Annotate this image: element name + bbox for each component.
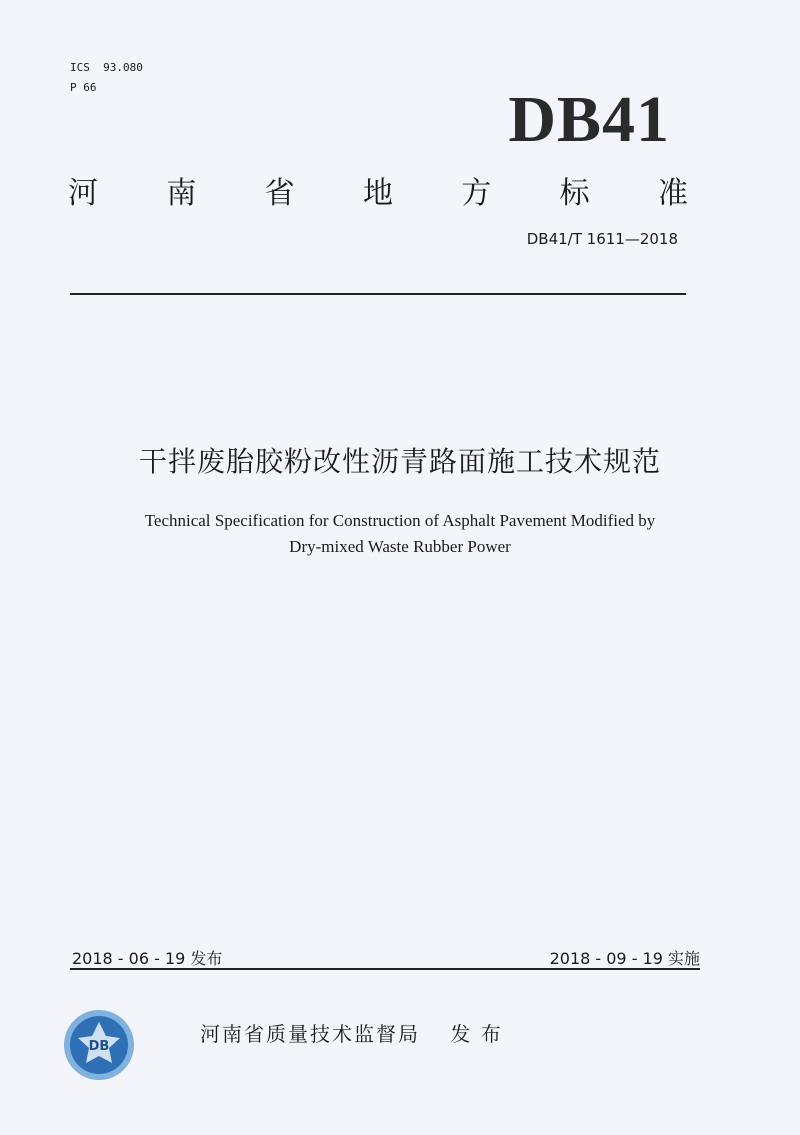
category-char: 准	[657, 176, 688, 211]
db41-logo: DB41	[508, 83, 670, 156]
category-char: 省	[264, 176, 295, 211]
document-title-en	[0, 508, 800, 560]
category-char: 地	[362, 176, 393, 211]
document-title-zh: 干拌废胎胶粉改性沥青路面施工技术规范	[138, 445, 661, 478]
category-char: 方	[461, 176, 492, 211]
dbj-seal-icon	[62, 1008, 136, 1082]
seal-text: DB	[88, 1039, 110, 1054]
issue-label: 发 布	[450, 1022, 503, 1046]
issuer-name: 河南省质量技术监督局	[200, 1022, 420, 1046]
ccs-code: P 66	[70, 81, 97, 94]
issuer	[200, 1018, 503, 1047]
implement-date: 2018 - 09 - 19 实施	[549, 949, 700, 968]
bottom-divider	[70, 968, 700, 970]
standard-category	[68, 168, 688, 212]
classification-codes	[70, 58, 143, 98]
ics-code: ICS 93.080	[70, 61, 143, 74]
title-en-line: Dry-mixed Waste Rubber Power	[289, 537, 511, 556]
category-char: 南	[166, 176, 197, 211]
category-char: 河	[68, 176, 98, 211]
category-char: 标	[559, 176, 590, 211]
standard-number: DB41/T 1611—2018	[526, 230, 678, 248]
top-divider	[70, 293, 686, 295]
title-en-line: Technical Specification for Construction of Asphalt Pavement Modified by	[144, 511, 656, 530]
publish-date: 2018 - 06 - 19 发布	[72, 949, 223, 968]
